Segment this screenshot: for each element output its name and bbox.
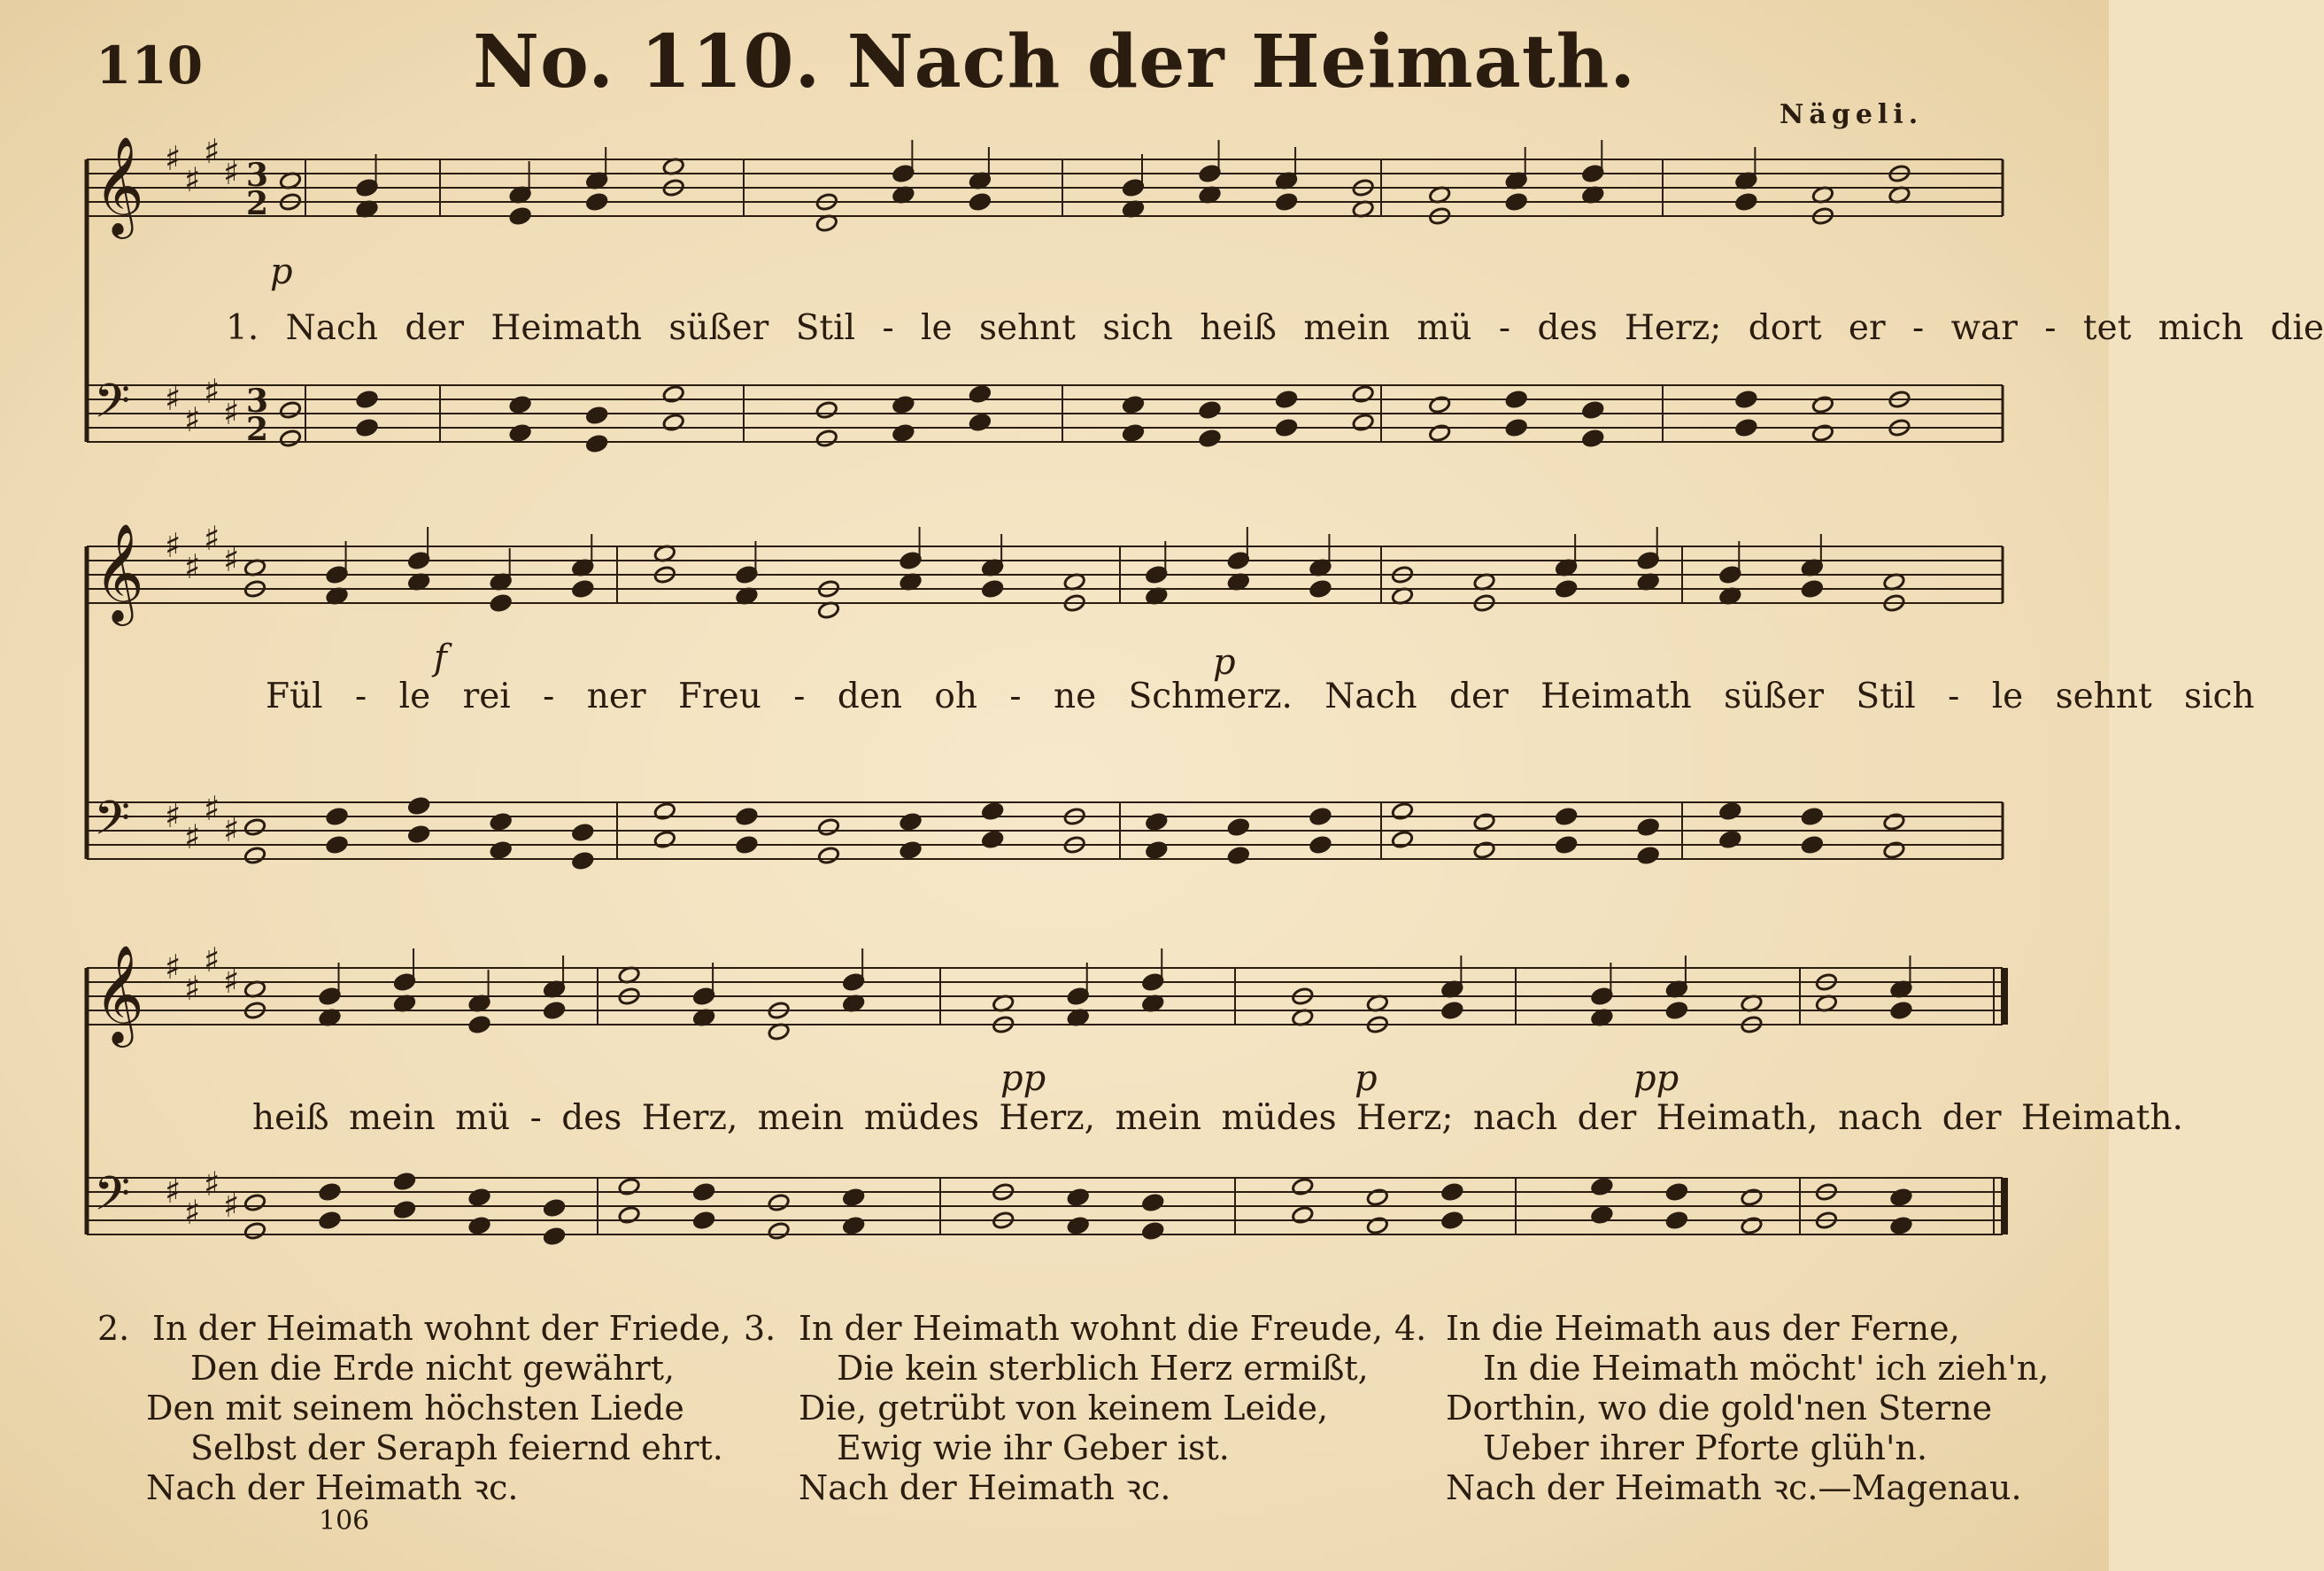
note-head: [243, 846, 266, 865]
note-head: [585, 434, 608, 453]
lyrics-system-1: 1. Nach der Heimath süßer Stil - le sehnt sich heiß mein mü - des Herz; dort er - war - tet mich die: [226, 308, 2324, 348]
verse-line: Ewig wie ihr Geber ist.: [837, 1428, 1230, 1467]
note-head: [571, 851, 594, 871]
note-head: [319, 1182, 342, 1202]
note-head: [571, 579, 594, 599]
composer-name: Nägeli.: [1780, 99, 1924, 130]
note-head: [653, 830, 676, 849]
note-head: [1227, 817, 1250, 837]
treble-clef-icon: 𝄞: [94, 135, 144, 235]
note-head: [842, 1188, 865, 1207]
sharp-icon: ♯: [184, 400, 201, 439]
note-head: [243, 1221, 266, 1241]
verse-line: Den die Erde nicht gewährt,: [190, 1349, 676, 1388]
sharp-icon: ♯: [204, 1165, 220, 1203]
note-head: [1801, 579, 1824, 599]
note-head: [1581, 400, 1604, 420]
verse-line: Nach der Heimath ꝛc.—Magenau.: [1446, 1468, 2022, 1507]
note-head: [1428, 395, 1451, 414]
note-head: [1275, 390, 1298, 409]
note-head: [1440, 1211, 1463, 1230]
note-head: [585, 406, 608, 425]
dynamic-marking: pp: [1633, 1058, 1679, 1099]
note-head: [326, 807, 349, 826]
note-head: [692, 1182, 715, 1202]
verse-line: Selbst der Seraph feiernd ehrt.: [190, 1428, 723, 1467]
bass-clef-icon: 𝄢: [94, 1167, 131, 1233]
sharp-icon: ♯: [204, 519, 220, 558]
note-head: [393, 1200, 416, 1219]
treble-clef-icon: 𝄞: [94, 522, 144, 622]
note-head: [1199, 429, 1222, 448]
note-head: [509, 395, 532, 414]
note-head: [981, 579, 1004, 599]
note-head: [279, 429, 302, 448]
verse-line: Ueber ihrer Pforte glüh'n.: [1483, 1428, 1928, 1467]
note-head: [768, 1193, 791, 1212]
note-head: [1555, 835, 1578, 855]
note-head: [1890, 1001, 1913, 1020]
sharp-icon: ♯: [223, 810, 240, 849]
note-head: [1473, 812, 1496, 832]
sharp-icon: ♯: [204, 372, 220, 411]
note-head: [1122, 395, 1145, 414]
verse-line: Dorthin, wo die gold'nen Sterne: [1446, 1389, 1993, 1428]
note-head: [468, 1216, 491, 1235]
note-head: [1665, 1211, 1688, 1230]
note-head: [1309, 807, 1332, 826]
sharp-icon: ♯: [165, 379, 181, 418]
note-head: [969, 413, 992, 432]
note-head: [326, 835, 349, 855]
note-head: [509, 206, 532, 226]
note-head: [509, 423, 532, 443]
verse-number: 2.: [97, 1309, 130, 1348]
note-head: [356, 418, 379, 437]
note-head: [1309, 835, 1332, 855]
note-head: [768, 1221, 791, 1241]
sharp-icon: ♯: [223, 153, 240, 192]
dynamic-marking: f: [434, 638, 447, 678]
note-head: [279, 400, 302, 420]
note-head: [490, 840, 513, 860]
note-head: [1145, 840, 1168, 860]
note-head: [653, 801, 676, 821]
note-head: [1440, 1182, 1463, 1202]
note-head: [407, 796, 430, 816]
note-head: [899, 812, 923, 832]
final-barline: [2001, 1178, 2008, 1234]
note-head: [1505, 390, 1528, 409]
sharp-icon: ♯: [165, 796, 181, 835]
time-signature-numerator: 3: [246, 383, 269, 420]
note-head: [892, 395, 915, 414]
note-head: [468, 1015, 491, 1034]
note-head: [815, 429, 838, 448]
note-head: [1391, 830, 1414, 849]
note-head: [1883, 840, 1906, 860]
dynamic-marking: p: [270, 252, 293, 292]
sharp-icon: ♯: [165, 139, 181, 178]
note-head: [393, 1172, 416, 1191]
verse-line: Die, getrübt von keinem Leide,: [799, 1389, 1329, 1428]
note-head: [1275, 418, 1298, 437]
note-head: [1581, 429, 1604, 448]
sharp-icon: ♯: [204, 132, 220, 171]
note-head: [543, 1001, 566, 1020]
sharp-icon: ♯: [223, 962, 240, 1001]
note-head: [1718, 830, 1741, 849]
note-head: [1801, 807, 1824, 826]
note-head: [1352, 413, 1375, 432]
note-head: [1067, 1188, 1090, 1207]
note-head: [1590, 1177, 1613, 1196]
dynamic-marking: pp: [1000, 1058, 1046, 1099]
note-head: [1505, 418, 1528, 437]
note-head: [1291, 1177, 1314, 1196]
note-head: [1890, 1188, 1913, 1207]
note-head: [1734, 390, 1757, 409]
time-signature-denominator: 2: [246, 411, 269, 448]
sharp-icon: ♯: [184, 969, 201, 1008]
verse-4: [1394, 1309, 2103, 1513]
note-head: [1590, 1205, 1613, 1225]
bass-clef-icon: 𝄢: [94, 375, 131, 440]
note-head: [1309, 579, 1332, 599]
note-head: [407, 824, 430, 844]
note-head: [543, 1227, 566, 1246]
verse-line: In die Heimath möcht' ich zieh'n,: [1483, 1349, 2050, 1388]
sharp-icon: ♯: [184, 817, 201, 856]
note-head: [1734, 192, 1757, 212]
sharp-icon: ♯: [223, 393, 240, 432]
note-head: [1665, 1182, 1688, 1202]
note-head: [1440, 1001, 1463, 1020]
note-head: [571, 823, 594, 842]
note-head: [1734, 418, 1757, 437]
verse-line: In der Heimath wohnt die Freude,: [799, 1309, 1384, 1348]
note-head: [899, 840, 923, 860]
verse-2: [97, 1309, 735, 1513]
sharp-icon: ♯: [165, 526, 181, 565]
note-head: [1145, 812, 1168, 832]
note-head: [1637, 817, 1660, 837]
note-head: [1473, 840, 1496, 860]
verse-line: Die kein sterblich Herz ermißt,: [837, 1349, 1369, 1388]
verse-number: 3.: [744, 1309, 776, 1348]
note-head: [817, 817, 840, 837]
lyrics-system-2: Fül - le rei - ner Freu - den oh - ne Schmerz. Nach der Heimath süßer Stil - le sehnt sich: [266, 677, 2255, 716]
note-head: [618, 1205, 641, 1225]
note-head: [1428, 423, 1451, 443]
note-head: [468, 1188, 491, 1207]
note-head: [1366, 1216, 1389, 1235]
time-signature-denominator: 2: [246, 185, 269, 222]
note-head: [842, 1216, 865, 1235]
note-head: [736, 835, 759, 855]
sharp-icon: ♯: [184, 547, 201, 586]
note-head: [356, 390, 379, 409]
note-head: [1141, 1193, 1164, 1212]
note-head: [490, 593, 513, 613]
verse-line: Nach der Heimath ꝛc.: [146, 1468, 519, 1507]
sharp-icon: ♯: [184, 1193, 201, 1232]
sharp-icon: ♯: [223, 1186, 240, 1225]
sharp-icon: ♯: [204, 789, 220, 828]
note-head: [1391, 801, 1414, 821]
note-head: [1366, 1188, 1389, 1207]
note-head: [243, 1193, 266, 1212]
note-head: [585, 192, 608, 212]
bass-clef-icon: 𝄢: [94, 792, 131, 857]
note-head: [662, 413, 685, 432]
note-head: [319, 1211, 342, 1230]
time-signature-numerator: 3: [246, 157, 269, 194]
verse-3: [744, 1309, 1384, 1513]
note-head: [1352, 384, 1375, 404]
note-head: [815, 400, 838, 420]
note-head: [1291, 1205, 1314, 1225]
note-head: [1199, 400, 1222, 420]
dynamic-marking: p: [1213, 642, 1236, 683]
note-head: [969, 384, 992, 404]
note-head: [662, 384, 685, 404]
note-head: [1741, 1216, 1764, 1235]
note-head: [892, 423, 915, 443]
note-head: [969, 192, 992, 212]
verse-number: 4.: [1394, 1309, 1427, 1348]
note-head: [1227, 846, 1250, 865]
footer-number: 106: [319, 1505, 370, 1536]
sharp-icon: ♯: [223, 540, 240, 579]
note-head: [618, 1177, 641, 1196]
treble-clef-icon: 𝄞: [94, 944, 144, 1043]
dynamic-marking: p: [1355, 1058, 1378, 1099]
sharp-icon: ♯: [184, 160, 201, 199]
note-head: [1505, 192, 1528, 212]
note-head: [981, 830, 1004, 849]
note-head: [981, 801, 1004, 821]
note-head: [1067, 1216, 1090, 1235]
note-head: [1801, 835, 1824, 855]
note-head: [490, 812, 513, 832]
note-head: [1555, 579, 1578, 599]
note-head: [817, 846, 840, 865]
note-head: [1141, 1221, 1164, 1241]
note-head: [1741, 1188, 1764, 1207]
verse-line: Den mit seinem höchsten Liede: [146, 1389, 684, 1428]
note-head: [243, 817, 266, 837]
sharp-icon: ♯: [165, 1172, 181, 1211]
note-head: [1811, 423, 1834, 443]
note-head: [1122, 423, 1145, 443]
note-head: [1883, 812, 1906, 832]
final-barline: [2001, 968, 2008, 1025]
note-head: [692, 1211, 715, 1230]
note-head: [1718, 801, 1741, 821]
note-head: [1890, 1216, 1913, 1235]
sharp-icon: ♯: [165, 948, 181, 987]
note-head: [543, 1198, 566, 1218]
verse-line: In die Heimath aus der Ferne,: [1446, 1309, 1960, 1348]
lyrics-system-3: heiß mein mü - des Herz, mein müdes Herz, mein müdes Herz; nach der Heimath, nach der Heimath.: [252, 1098, 2183, 1138]
page-number: 110: [96, 35, 204, 96]
note-head: [736, 807, 759, 826]
note-head: [1665, 1001, 1688, 1020]
note-head: [1637, 846, 1660, 865]
sharp-icon: ♯: [204, 940, 220, 979]
verse-line: Nach der Heimath ꝛc.: [799, 1468, 1171, 1507]
verse-line: In der Heimath wohnt der Friede,: [152, 1309, 731, 1348]
note-head: [1811, 395, 1834, 414]
note-head: [1555, 807, 1578, 826]
note-head: [1275, 192, 1298, 212]
page-title: No. 110. Nach der Heimath.: [473, 19, 1636, 104]
